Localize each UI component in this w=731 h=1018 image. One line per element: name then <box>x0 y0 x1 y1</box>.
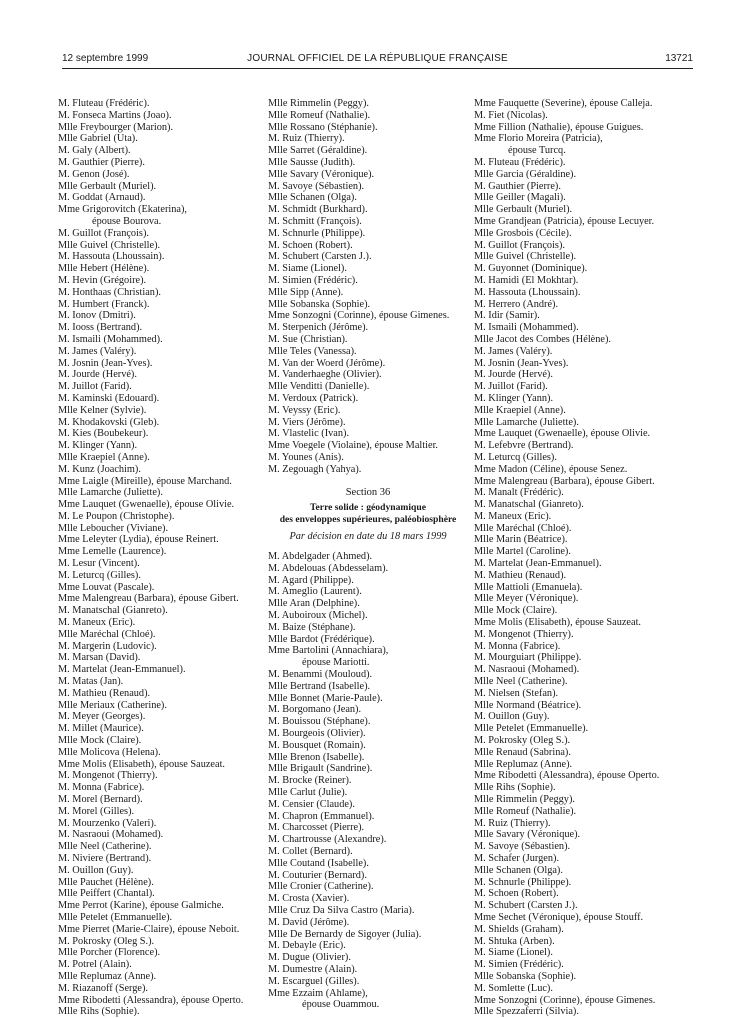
list-item: Mlle Bonnet (Marie-Paule). <box>268 692 383 704</box>
list-item: Mlle Lamarche (Juliette). <box>474 416 579 428</box>
list-item: M. Pokrosky (Oleg S.). <box>474 735 571 747</box>
list-item: M. Abdelouas (Abdesselam). <box>268 562 389 574</box>
list-item: Mlle Gerbault (Muriel). <box>58 180 157 192</box>
list-item: M. Veyssy (Eric). <box>268 404 341 416</box>
list-item: Mme Bartolini (Annachiara), <box>268 645 389 657</box>
list-item: Mlle Rimmelin (Peggy). <box>268 98 369 109</box>
page-header <box>62 52 693 69</box>
list-item: M. Morel (Gilles). <box>58 805 135 817</box>
section-subtitle-line1: Terre solide : géodynamique <box>310 502 426 514</box>
list-item: M. Manatschal (Gianreto). <box>58 605 168 617</box>
list-item: Mlle Replumaz (Anne). <box>474 758 573 770</box>
list-item: Mlle Sipp (Anne). <box>268 286 344 298</box>
list-item: Mlle Savary (Véronique). <box>474 829 581 841</box>
list-item: M. Savoye (Sébastien). <box>474 841 571 853</box>
list-item: M. Ouillon (Guy). <box>58 864 134 876</box>
list-item: Mlle Mock (Claire). <box>58 735 142 747</box>
column-2-list-before <box>268 98 468 476</box>
list-item: M. Savoye (Sébastien). <box>268 180 365 192</box>
list-item: M. Schafer (Jurgen). <box>474 853 560 864</box>
list-item: Mme Madon (Céline), épouse Senez. <box>474 463 628 475</box>
list-item: épouse Ouammou. <box>302 999 380 1011</box>
list-item: M. Censier (Claude). <box>268 798 355 810</box>
list-item: M. Mathieu (Renaud). <box>58 687 151 699</box>
list-item: M. Mongenot (Thierry). <box>474 628 574 640</box>
list-item: Mlle Teles (Vanessa). <box>268 345 357 357</box>
list-item: M. Schmidt (Burkhard). <box>268 204 368 216</box>
list-item: M. Idir (Samir). <box>474 310 540 322</box>
list-item: M. Klinger (Yann). <box>474 392 554 404</box>
list-item: Mlle Venditti (Danielle). <box>268 381 370 393</box>
list-item: Mlle Gerbault (Muriel). <box>474 204 573 216</box>
list-item: M. Chartrousse (Alexandre). <box>268 834 387 846</box>
list-item: M. Escarguel (Gilles). <box>268 975 360 987</box>
list-item: Mlle Brenon (Isabelle). <box>268 751 365 763</box>
header-title: JOURNAL OFFICIEL DE LA RÉPUBLIQUE FRANÇAISE <box>247 53 508 64</box>
list-item: M. Brocke (Reiner). <box>268 775 352 787</box>
section-decision: Par décision en date du 18 mars 1999 <box>289 531 447 543</box>
header-date: 12 septembre 1999 <box>62 53 149 64</box>
list-item: Mlle Sobanska (Sophie). <box>474 970 577 982</box>
list-item: Mme Grandjean (Patricia), épouse Lecuyer. <box>474 215 655 227</box>
list-item: M. Siame (Lionel). <box>474 947 553 959</box>
list-item: M. David (Jérôme). <box>268 916 350 928</box>
list-item: Mlle Meyer (Véronique). <box>474 593 579 605</box>
list-item: M. Charcosset (Pierre). <box>268 822 365 834</box>
list-item: Mme Laigle (Mireille), épouse Marchand. <box>58 475 232 487</box>
list-item: Mlle Schanen (Olga). <box>268 192 357 204</box>
list-item: Mlle Romeuf (Nathalie). <box>474 805 577 817</box>
list-item: Mlle Kelner (Sylvie). <box>58 404 147 416</box>
list-item: Mlle Hebert (Hélène). <box>58 263 150 275</box>
list-item: M. Niviere (Bertrand). <box>58 853 152 864</box>
list-item: M. Shields (Graham). <box>474 923 564 935</box>
list-item: Mlle Freybourger (Marion). <box>58 121 174 133</box>
list-item: Mlle Guivel (Christelle). <box>58 239 161 251</box>
list-item: Mlle Geiller (Magali). <box>474 192 566 204</box>
list-item: M. Klinger (Yann). <box>58 440 138 452</box>
list-item: M. Mourzenko (Valeri). <box>58 817 157 829</box>
list-item: Mlle Bertrand (Isabelle). <box>268 680 371 692</box>
list-item: M. Hevin (Grégoire). <box>58 274 147 286</box>
list-item: Mme Ezzaim (Ahlame), <box>268 987 368 999</box>
list-item: M. Crosta (Xavier). <box>268 893 350 905</box>
list-item: Mlle Martel (Caroline). <box>474 546 571 558</box>
list-item: Mlle Aran (Delphine). <box>268 598 360 610</box>
list-item: M. Shtuka (Arben). <box>474 935 555 947</box>
list-item: Mme Lauquet (Gwenaelle), épouse Olivie. <box>58 499 235 511</box>
list-item: M. Matas (Jan). <box>58 676 124 688</box>
list-item: M. Herrero (André). <box>474 298 559 310</box>
list-item: M. Kies (Boubekeur). <box>58 428 149 440</box>
list-item: M. Nasraoui (Mohamed). <box>474 664 580 676</box>
list-item: M. Hassouta (Lhoussain). <box>58 251 165 263</box>
list-item: M. Hamidi (El Mokhtar). <box>474 274 579 286</box>
list-item: Mlle Guivel (Christelle). <box>474 251 577 263</box>
list-item: M. Bourgeois (Olivier). <box>268 728 366 740</box>
list-item: Mlle Porcher (Florence). <box>58 947 161 959</box>
list-item: M. Monna (Fabrice). <box>58 782 145 794</box>
list-item: M. Benammi (Mouloud). <box>268 669 373 681</box>
list-item: M. Juillot (Farid). <box>58 381 132 393</box>
header-page-number: 13721 <box>665 53 693 64</box>
column-3 <box>474 98 694 1018</box>
list-item: Mlle Cruz Da Silva Castro (Maria). <box>268 905 415 916</box>
list-item: M. Sterpenich (Jérôme). <box>268 322 369 334</box>
list-item: épouse Turcq. <box>508 145 566 157</box>
list-item: épouse Mariotti. <box>302 657 370 669</box>
column-2 <box>268 98 468 1011</box>
list-item: M. Manalt (Frédéric). <box>474 487 564 499</box>
section-subtitle-line2: des enveloppes supérieures, paléobiosphère <box>279 513 457 525</box>
list-item: épouse Bourova. <box>92 215 162 227</box>
list-item: M. Martelat (Jean-Emmanuel). <box>58 664 186 676</box>
list-item: M. Mourguiart (Philippe). <box>474 652 582 664</box>
list-item: M. Agard (Philippe). <box>268 574 354 586</box>
list-item: M. Ismaili (Mohammed). <box>58 333 163 345</box>
list-item: M. Schmitt (François). <box>268 215 362 227</box>
list-item: M. Khodakovski (Gleb). <box>58 416 160 428</box>
list-item: M. Kaminski (Edouard). <box>58 392 160 404</box>
list-item: Mlle Maréchal (Chloé). <box>474 522 572 534</box>
list-item: M. Sue (Christian). <box>268 333 348 345</box>
list-item: M. Fiet (Nicolas). <box>474 109 548 121</box>
list-item: Mlle Mock (Claire). <box>474 605 558 617</box>
list-item: Mme Perrot (Karine), épouse Galmiche. <box>58 900 224 912</box>
list-item: M. Jourde (Hervé). <box>474 369 553 381</box>
list-item: M. Mathieu (Renaud). <box>474 569 567 581</box>
list-item: Mlle Kraepiel (Anne). <box>474 404 566 416</box>
list-item: Mlle Gabriel (Uta). <box>58 133 138 145</box>
list-item: M. Borgomano (Jean). <box>268 704 362 716</box>
list-item: Mlle Neel (Catherine). <box>58 841 152 853</box>
list-item: Mme Ribodetti (Alessandra), épouse Operto. <box>58 994 244 1006</box>
list-item: M. Maneux (Eric). <box>58 617 136 629</box>
list-item: Mlle De Bernardy de Sigoyer (Julia). <box>268 928 422 940</box>
list-item: M. Le Poupon (Christophe). <box>58 510 175 522</box>
list-item: M. Schubert (Carsten J.). <box>474 900 578 912</box>
list-item: M. Hassouta (Lhoussain). <box>474 286 581 298</box>
list-item: Mme Fillion (Nathalie), épouse Guigues. <box>474 121 644 133</box>
column-2-list-after <box>268 551 468 1011</box>
list-item: M. Vanderhaeghe (Olivier). <box>268 369 382 381</box>
list-item: M. Pokrosky (Oleg S.). <box>58 935 155 947</box>
list-item: M. Gauthier (Pierre). <box>58 156 145 168</box>
list-item: M. Mongenot (Thierry). <box>58 770 158 782</box>
list-item: M. Josnin (Jean-Yves). <box>58 357 153 369</box>
list-item: Mlle Grosbois (Cécile). <box>474 227 572 239</box>
list-item: Mme Ribodetti (Alessandra), épouse Operto. <box>474 770 660 782</box>
list-item: M. Dugue (Olivier). <box>268 952 351 964</box>
list-item: Mme Leleyter (Lydia), épouse Reinert. <box>58 534 219 546</box>
list-item: Mlle Brigault (Sandrine). <box>268 763 373 775</box>
list-item: M. Guillot (François). <box>58 227 149 239</box>
list-item: Mlle Maréchal (Chloé). <box>58 628 156 640</box>
list-item: M. Iooss (Bertrand). <box>58 322 143 334</box>
list-item: Mlle Romeuf (Nathalie). <box>268 109 371 121</box>
column-1 <box>58 98 258 1018</box>
list-item: M. Couturier (Bernard). <box>268 869 367 881</box>
list-item: Mme Sonzogni (Corinne), épouse Gimenes. <box>474 994 656 1006</box>
list-item: Mme Sonzogni (Corinne), épouse Gimenes. <box>268 310 450 322</box>
list-item: M. Ionov (Dmitri). <box>58 310 136 322</box>
list-item: M. Schnurle (Philippe). <box>474 876 572 888</box>
list-item: M. Guillot (François). <box>474 239 565 251</box>
list-item: M. Fluteau (Frédéric). <box>58 98 150 109</box>
list-item: M. Nasraoui (Mohamed). <box>58 829 164 841</box>
list-item: Mme Grigorovitch (Ekaterina), <box>58 204 187 216</box>
list-item: M. Lesur (Vincent). <box>58 558 140 570</box>
list-item: M. Zegouagh (Yahya). <box>268 463 362 475</box>
list-item: Mlle Peiffert (Chantal). <box>58 888 155 900</box>
list-item: M. Vlastelic (Ivan). <box>268 428 350 440</box>
list-item: M. Siame (Lionel). <box>268 263 347 275</box>
list-item: Mlle Sausse (Judith). <box>268 156 356 168</box>
list-item: Mlle Coutand (Isabelle). <box>268 857 369 869</box>
list-item: Mme Malengreau (Barbara), épouse Gibert. <box>58 593 239 605</box>
list-item: M. Fluteau (Frédéric). <box>474 156 566 168</box>
section-36 <box>268 487 468 544</box>
list-item: M. Baize (Stéphane). <box>268 621 356 633</box>
list-item: Mlle Bardot (Frédérique). <box>268 633 375 645</box>
list-item: Mme Lauquet (Gwenaelle), épouse Olivie. <box>474 428 651 440</box>
list-item: M. Abdelgader (Ahmed). <box>268 551 373 563</box>
list-item: Mlle Neel (Catherine). <box>474 676 568 688</box>
list-item: Mlle Rihs (Sophie). <box>474 782 556 794</box>
list-item: M. Genon (José). <box>58 168 130 180</box>
list-item: M. Lefebvre (Bertrand). <box>474 440 574 452</box>
list-item: M. Collet (Bernard). <box>268 846 353 858</box>
list-item: Mlle Cronier (Catherine). <box>268 881 374 893</box>
list-item: M. Ismaili (Mohammed). <box>474 322 579 334</box>
list-item: M. Leturcq (Gilles). <box>58 569 141 581</box>
list-item: M. Somlette (Luc). <box>474 982 553 994</box>
list-item: Mlle Schanen (Olga). <box>474 864 563 876</box>
list-item: M. Millet (Maurice). <box>58 723 144 735</box>
list-item: M. Josnin (Jean-Yves). <box>474 357 569 369</box>
list-item: M. Van der Woerd (Jérôme). <box>268 357 386 369</box>
list-item: M. Schoen (Robert). <box>474 888 559 900</box>
list-item: Mlle Marin (Béatrice). <box>474 534 568 546</box>
list-item: M. Margerin (Ludovic). <box>58 640 157 652</box>
list-item: Mlle Rossano (Stéphanie). <box>268 121 378 133</box>
list-item: Mlle Mattioli (Emanuela). <box>474 581 583 593</box>
list-item: M. Martelat (Jean-Emmanuel). <box>474 558 602 570</box>
list-item: M. Guyonnet (Dominique). <box>474 263 588 275</box>
list-item: Mme Malengreau (Barbara), épouse Gibert. <box>474 475 655 487</box>
list-item: M. Riazanoff (Serge). <box>58 982 148 994</box>
list-item: Mme Lemelle (Laurence). <box>58 546 167 558</box>
list-item: M. Monna (Fabrice). <box>474 640 561 652</box>
list-item: M. Kunz (Joachim). <box>58 463 141 475</box>
list-item: M. Maneux (Eric). <box>474 510 552 522</box>
list-item: Mme Molis (Elisabeth), épouse Sauzeat. <box>58 758 225 770</box>
list-item: M. Nielsen (Stefan). <box>474 687 559 699</box>
list-item: M. Jourde (Hervé). <box>58 369 137 381</box>
list-item: Mme Sechet (Véronique), épouse Stouff. <box>474 911 644 923</box>
list-item: Mlle Jacot des Combes (Hélène). <box>474 333 611 345</box>
list-item: Mlle Savary (Véronique). <box>268 168 375 180</box>
list-item: M. Younes (Anis). <box>268 451 344 463</box>
list-item: M. Ameglio (Laurent). <box>268 586 362 598</box>
list-item: M. Fonseca Martins (Joao). <box>58 109 172 121</box>
list-item: M. Auboiroux (Michel). <box>268 610 368 622</box>
list-item: M. Honthaas (Christian). <box>58 286 161 298</box>
list-item: Mlle Leboucher (Viviane). <box>58 522 169 534</box>
list-item: Mlle Spezzaferri (Silvia). <box>474 1006 579 1018</box>
list-item: M. Ruiz (Thierry). <box>268 133 345 145</box>
list-item: M. Potrel (Alain). <box>58 959 132 971</box>
list-item: M. Goddat (Arnaud). <box>58 192 146 204</box>
list-item: Mlle Sarret (Géraldine). <box>268 145 368 157</box>
list-item: M. Marsan (David). <box>58 652 141 664</box>
list-item: Mlle Renaud (Sabrina). <box>474 746 571 758</box>
list-item: Mlle Lamarche (Juliette). <box>58 487 163 499</box>
list-item: M. Schubert (Carsten J.). <box>268 251 372 263</box>
list-item: M. Viers (Jérôme). <box>268 416 346 428</box>
list-item: Mlle Carlut (Julie). <box>268 787 348 799</box>
list-item: M. Debayle (Eric). <box>268 940 346 952</box>
list-item: Mlle Petelet (Emmanuelle). <box>474 723 589 735</box>
list-item: M. Schnurle (Philippe). <box>268 227 366 239</box>
list-item: Mlle Kraepiel (Anne). <box>58 451 150 463</box>
list-item: M. Chapron (Emmanuel). <box>268 810 375 822</box>
list-item: M. Gauthier (Pierre). <box>474 180 561 192</box>
list-item: Mme Florio Moreira (Patricia), <box>474 133 603 145</box>
list-item: Mlle Rihs (Sophie). <box>58 1006 140 1018</box>
list-item: Mlle Pauchet (Hélène). <box>58 876 154 888</box>
list-item: Mme Louvat (Pascale). <box>58 581 155 593</box>
list-item: M. Simien (Frédéric). <box>268 274 358 286</box>
list-item: Mme Voegele (Violaine), épouse Maltier. <box>268 440 438 452</box>
list-item: M. Verdoux (Patrick). <box>268 392 359 404</box>
list-item: Mme Pierret (Marie-Claire), épouse Neboit. <box>58 923 240 935</box>
list-item: Mme Fauquette (Severine), épouse Calleja. <box>474 98 653 109</box>
list-item: Mlle Molicova (Helena). <box>58 746 161 758</box>
section-title: Section 36 <box>345 486 391 498</box>
list-item: M. Morel (Bernard). <box>58 794 143 806</box>
list-item: M. Meyer (Georges). <box>58 711 146 723</box>
list-item: M. Ouillon (Guy). <box>474 711 550 723</box>
list-item: Mlle Meriaux (Catherine). <box>58 699 167 711</box>
list-item: M. Humbert (Franck). <box>58 298 150 310</box>
list-item: M. Leturcq (Gilles). <box>474 451 557 463</box>
list-item: M. Dumestre (Alain). <box>268 963 358 975</box>
list-item: M. James (Valéry). <box>58 345 137 357</box>
list-item: M. Bousquet (Romain). <box>268 739 366 751</box>
list-item: Mlle Petelet (Emmanuelle). <box>58 911 173 923</box>
list-item: M. Bouissou (Stéphane). <box>268 716 371 728</box>
list-item: M. Schoen (Robert). <box>268 239 353 251</box>
list-item: M. Simien (Frédéric). <box>474 959 564 971</box>
list-item: Mme Molis (Elisabeth), épouse Sauzeat. <box>474 617 641 629</box>
list-item: Mlle Rimmelin (Peggy). <box>474 794 575 806</box>
list-item: Mlle Garcia (Géraldine). <box>474 168 577 180</box>
list-item: M. James (Valéry). <box>474 345 553 357</box>
list-item: Mlle Replumaz (Anne). <box>58 970 157 982</box>
list-item: M. Juillot (Farid). <box>474 381 548 393</box>
list-item: M. Manatschal (Gianreto). <box>474 499 584 511</box>
list-item: Mlle Sobanska (Sophie). <box>268 298 371 310</box>
list-item: Mlle Normand (Béatrice). <box>474 699 582 711</box>
list-item: M. Galy (Albert). <box>58 145 131 157</box>
list-item: M. Ruiz (Thierry). <box>474 817 551 829</box>
